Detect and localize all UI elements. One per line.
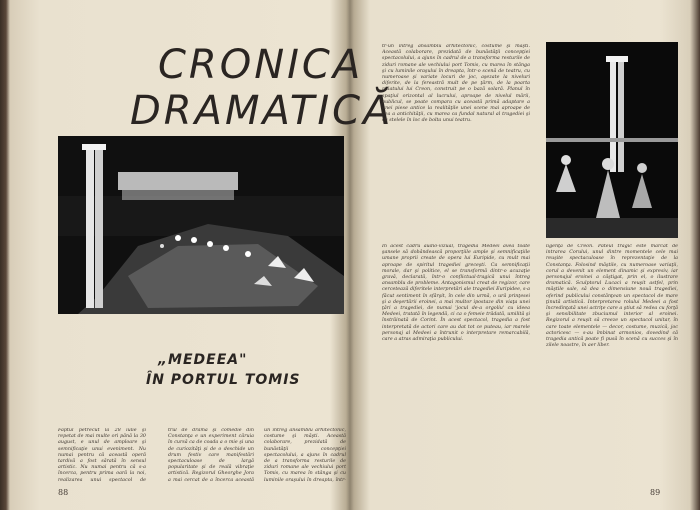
right-column-2: În acest cadru audio-vizual, tragedia Medeei avea toate şansele să dobândească proporţiile ample şi semnificaţiile umane proprii create de opera lui Euripide, cu mult mai aproape de spiritul tragediei greceşti. Ca semnificaţii morale, dar şi politice, el se transformă dintr-o acuzaţie gravă, declarată, într-o conflictual-tragică unui întreg ansamblu de probleme. Antagonismul creat de regizor, care cercetează diferitele interpretări ale tragediei Euripidee, s-a făcut sentiment în sfârşit, în cele din urmă, o ură prinţesei şi a deşertării eroinei, a mai multor ipostaze din viaţa unei ţări a tragediei, de numai 'jocul de-a orgoliu' cu ideea Medeei, tratată în legendă, ci ca o femeie trădată, umilită şi înstrăinată de Corint. În acest spectacol, tragedia a fost interpretată de actori care au dat tot ce puteau, iar marele personaj al Medeei a întrunit o interpretare remarcabilă, care a atras admiraţia publicului. [382, 244, 530, 343]
right-page [360, 10, 682, 500]
stage-photo-right [546, 42, 678, 238]
title-line-2: DRAMATICĂ [130, 88, 394, 134]
stage-photo-left [58, 136, 344, 314]
left-column-3: un întreg ansamblu arhitectonic, costume şi măşti. Această colaborare, prezidată de bunăstăţii concepţiei spectacolului, a ajuns în cadrul de a transforma resturile de ziduri romane ale vechiului port Tomis, cu marea în stânga şi cu luminile oraşului în dreapta, într- [264, 428, 346, 482]
left-column-1: Faptul petrecut la 28 iulie şi repetat de mai multe ori până la 30 august, e unul de amploare şi semnificaţie unui eveniment. Nu numai pentru că această operă tardivă a fost sărată în sensul artistic. Nu numai pentru că s-a încerca, pentru prima oară la noi, realizarea unui spectacol de [58, 428, 146, 482]
actors-scene-illustration [546, 42, 678, 238]
page-number-left: 88 [58, 488, 69, 497]
right-column-1: tr-un întreg ansamblu arhitectonic, costume şi măşti. Această colaborare, prezidată de bunăstăţii concepţiei spectacolului, a ajuns în cadrul de a transforma resturile de ziduri romane ale vechiului port Tomis, cu marea în stânga şi cu luminile oraşului în dreapta, într-o scenă de teatru, cu numeroase şi variate locuri de joc, aşezate la niveluri diferite, de la fereastră mult de pe ţărm, de la poarta palatului lui Creon, construit pe o bază solară. Planul în spaţiul orizontal al lucrului, aproape de nivelul mării, publicul, se poate compara cu această primă adaptare a unei piese antice la realităţile unei scene mai aproape de cea a antichităţii, cu marea ca fundal natural al tragediei şi cu stelele în loc de bolta unui teatru. [382, 44, 530, 124]
subtitle-line-2: ÎN PORTUL TOMIS [146, 372, 301, 388]
subtitle-line-1: „MEDEEA" [158, 352, 248, 368]
page-number-right: 89 [650, 488, 661, 497]
left-column-2: trul de dramă şi comedie din Constanţa e un experiment căruia în cursă ca de coada a o mie şi una de curiozităţi şi de o deschide un drum festiv care manifestări spectaculoase de largă popularitate şi de reală vibraţie artistică. Regizorul Gheorghe Jora a mai cercat de a încerca această [168, 428, 254, 482]
left-page [18, 10, 394, 500]
title-line-1: CRONICA [158, 42, 364, 88]
stage-scene-illustration [58, 136, 344, 314]
right-column-3: ligenţă de Creon. Pateul tragic este marcat de intrarea Corului, unul dintre momentele cele mai reuşite spectaculoase în reprezentaţie de la Constanţa. Folosind măştile, cu numeroase variaţii, corul a devenit un element dinamic şi expresiv, iar personajul eroinei a câştigat, prin el, o ilustrare dramatică. Sculptorul Lucaci a reuşit astfel, prin măştile sale, să dea o dimensiune nouă tragediei, oferind publicului constănţean un spectacol de mare ţinută artistică. Interpretarea rolului Medeei a fost încredinţată unei actriţe care a ştiut să redea cu forţă şi sensibilitate zbuciumul interior al eroinei. Regizorul a reuşit să creeze un spectacol unitar, în care toate elementele — decor, costume, muzică, joc actoricesc — s-au îmbinat armonios, dovedind că tragedia antică poate fi pusă în scenă cu succes şi în zilele noastre, în aer liber. [546, 244, 678, 349]
